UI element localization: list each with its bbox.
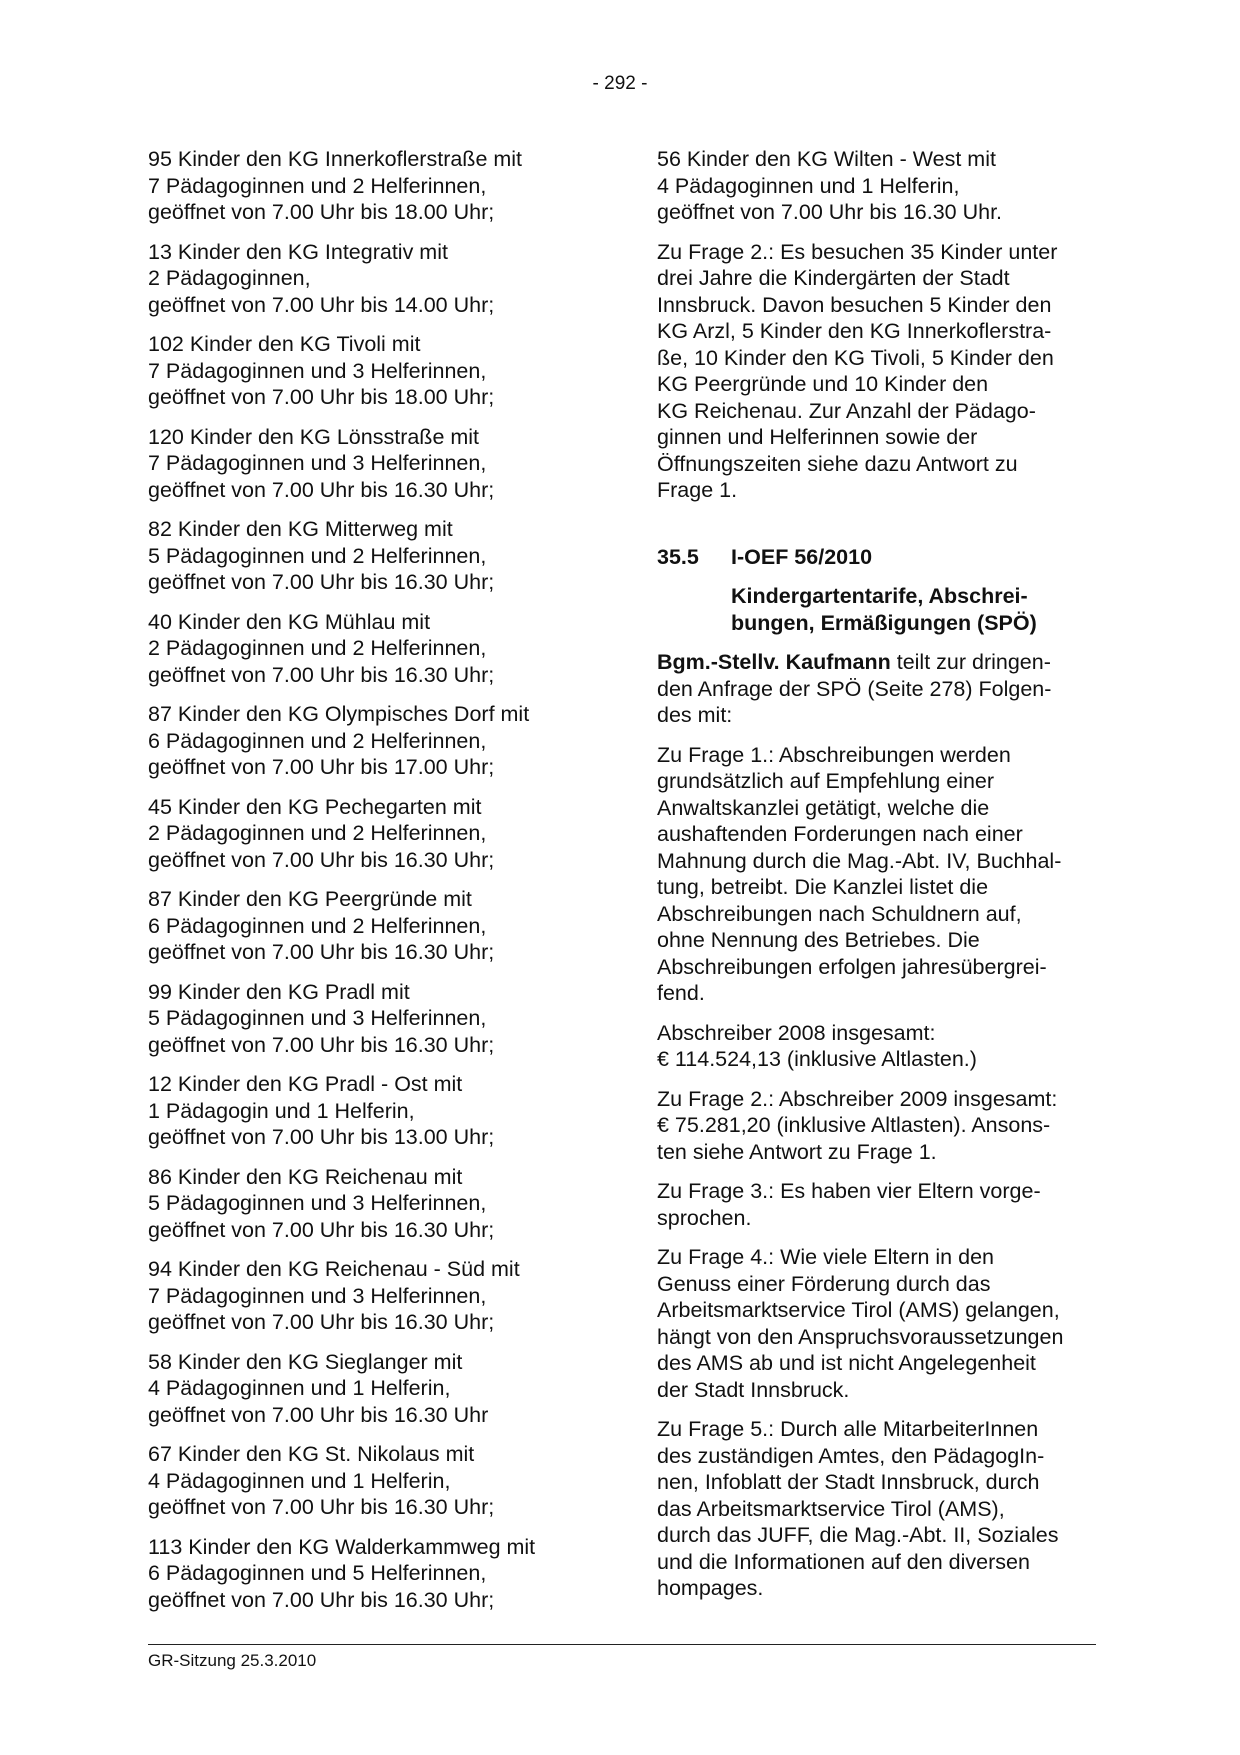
paragraph-line: Zu Frage 1.: Abschreibungen werden <box>657 742 1011 767</box>
paragraph-line: KG Reichenau. Zur Anzahl der Pädago- <box>657 398 1036 423</box>
paragraph-line: Abschreibungen nach Schuldnern auf, <box>657 901 1022 926</box>
paragraph-line: Zu Frage 3.: Es haben vier Eltern vorge- <box>657 1179 1041 1203</box>
section-heading <box>657 544 1097 637</box>
paragraph-line: nen, Infoblatt der Stadt Innsbruck, durch <box>657 1470 1040 1494</box>
entry-line: geöffnet von 7.00 Uhr bis 16.30 Uhr; <box>148 477 495 502</box>
paragraph-line: des mit: <box>657 703 733 727</box>
entry-line: geöffnet von 7.00 Uhr bis 16.30 Uhr; <box>148 1587 495 1612</box>
entry-line: geöffnet von 7.00 Uhr bis 17.00 Uhr; <box>148 755 495 779</box>
section-code: I-OEF 56/2010 <box>731 544 873 569</box>
paragraph-line: Arbeitsmarktservice Tirol (AMS) gelangen, <box>657 1298 1060 1322</box>
kindergarten-entry <box>148 1349 588 1429</box>
kindergarten-entry <box>148 979 588 1059</box>
paragraph-line: ten siehe Antwort zu Frage 1. <box>657 1139 937 1164</box>
kindergarten-entry <box>148 1534 588 1614</box>
paragraph-line: KG Arzl, 5 Kinder den KG Innerkoflerstra- <box>657 319 1052 343</box>
entry-line: 120 Kinder den KG Lönsstraße mit <box>148 424 480 449</box>
entry-line: 67 Kinder den KG St. Nikolaus mit <box>148 1442 475 1466</box>
paragraph-line: Zu Frage 2.: Abschreiber 2009 insgesamt: <box>657 1086 1058 1111</box>
paragraph-line: hompages. <box>657 1576 764 1600</box>
speaker-paragraph <box>657 649 1097 729</box>
answer-paragraph <box>657 1178 1097 1231</box>
paragraph-line: € 114.524,13 (inklusive Altlasten.) <box>657 1047 977 1071</box>
left-column <box>148 146 588 1626</box>
entry-line: 99 Kinder den KG Pradl mit <box>148 979 410 1004</box>
kindergarten-entry <box>148 516 588 596</box>
entry-line: 5 Pädagoginnen und 3 Helferinnen, <box>148 1006 487 1030</box>
paragraph-line: und die Informationen auf den diversen <box>657 1549 1030 1574</box>
entry-line: 5 Pädagoginnen und 2 Helferinnen, <box>148 543 487 568</box>
paragraph-line: Frage 1. <box>657 478 738 502</box>
section-number: 35.5 <box>657 544 699 569</box>
answer-paragraph <box>657 742 1097 1007</box>
paragraph-line: den Anfrage der SPÖ (Seite 278) Folgen- <box>657 676 1052 701</box>
entry-line: geöffnet von 7.00 Uhr bis 16.30 Uhr; <box>148 1032 495 1057</box>
entry-line: 56 Kinder den KG Wilten - West mit <box>657 147 996 171</box>
entry-line: 94 Kinder den KG Reichenau - Süd mit <box>148 1257 520 1281</box>
entry-line: 4 Pädagoginnen und 1 Helferin, <box>148 1468 451 1493</box>
entry-line: geöffnet von 7.00 Uhr bis 18.00 Uhr; <box>148 200 495 224</box>
entry-line: 2 Pädagoginnen, <box>148 266 311 290</box>
entry-line: 7 Pädagoginnen und 3 Helferinnen, <box>148 451 487 475</box>
entry-line: 40 Kinder den KG Mühlau mit <box>148 609 431 634</box>
entry-line: 113 Kinder den KG Walderkammweg mit <box>148 1534 536 1559</box>
entry-line: 6 Pädagoginnen und 2 Helferinnen, <box>148 913 487 938</box>
paragraph-line: ohne Nennung des Betriebes. Die <box>657 928 980 952</box>
paragraph-line: ginnen und Helferinnen sowie der <box>657 425 978 449</box>
paragraph-line: Abschreibungen erfolgen jahresübergrei- <box>657 954 1047 979</box>
footer-divider <box>148 1644 1096 1645</box>
speaker-name: Bgm.-Stellv. Kaufmann <box>657 650 891 674</box>
paragraph-line: teilt zur dringen- <box>890 650 1051 674</box>
kindergarten-entry <box>657 146 1097 226</box>
paragraph-line: Zu Frage 2.: Es besuchen 35 Kinder unter <box>657 239 1058 264</box>
entry-line: 7 Pädagoginnen und 3 Helferinnen, <box>148 1283 487 1308</box>
entry-line: 4 Pädagoginnen und 1 Helferin, <box>657 173 960 198</box>
kindergarten-entry <box>148 146 588 226</box>
paragraph-line: des AMS ab und ist nicht Angelegenheit <box>657 1351 1036 1375</box>
answer-paragraph <box>657 1244 1097 1403</box>
entry-line: 2 Pädagoginnen und 2 Helferinnen, <box>148 636 487 660</box>
entry-line: 95 Kinder den KG Innerkoflerstraße mit <box>148 147 523 171</box>
paragraph-line: Genuss einer Förderung durch das <box>657 1271 991 1296</box>
answer-paragraph <box>657 1020 1097 1073</box>
entry-line: geöffnet von 7.00 Uhr bis 16.30 Uhr. <box>657 200 1003 224</box>
entry-line: geöffnet von 7.00 Uhr bis 16.30 Uhr; <box>148 847 495 872</box>
entry-line: 1 Pädagogin und 1 Helferin, <box>148 1098 415 1123</box>
entry-line: geöffnet von 7.00 Uhr bis 13.00 Uhr; <box>148 1125 495 1149</box>
answer-paragraph <box>657 1416 1097 1602</box>
entry-line: 2 Pädagoginnen und 2 Helferinnen, <box>148 821 487 845</box>
paragraph-line: Anwaltskanzlei getätigt, welche die <box>657 795 990 820</box>
paragraph-line: drei Jahre die Kindergärten der Stadt <box>657 266 1010 290</box>
entry-line: geöffnet von 7.00 Uhr bis 16.30 Uhr; <box>148 1310 495 1334</box>
entry-line: geöffnet von 7.00 Uhr bis 16.30 Uhr; <box>148 570 495 594</box>
kindergarten-entry <box>148 424 588 504</box>
kindergarten-entry <box>148 1256 588 1336</box>
paragraph-line: Mahnung durch die Mag.-Abt. IV, Buchhal- <box>657 848 1062 873</box>
entry-line: geöffnet von 7.00 Uhr bis 16.30 Uhr; <box>148 1217 495 1242</box>
paragraph-line: € 75.281,20 (inklusive Altlasten). Ansons- <box>657 1113 1051 1137</box>
paragraph-line: des zuständigen Amtes, den PädagogIn- <box>657 1443 1045 1468</box>
entry-line: geöffnet von 7.00 Uhr bis 14.00 Uhr; <box>148 292 495 317</box>
kindergarten-entry <box>148 609 588 689</box>
answer-paragraph <box>657 1086 1097 1166</box>
entry-line: 82 Kinder den KG Mitterweg mit <box>148 517 453 541</box>
answer-paragraph <box>657 239 1097 504</box>
entry-line: 87 Kinder den KG Olympisches Dorf mit <box>148 702 530 726</box>
kindergarten-entry <box>148 331 588 411</box>
paragraph-line: Zu Frage 5.: Durch alle MitarbeiterInnen <box>657 1417 1039 1441</box>
entry-line: 6 Pädagoginnen und 5 Helferinnen, <box>148 1561 487 1585</box>
entry-line: geöffnet von 7.00 Uhr bis 16.30 Uhr <box>148 1402 489 1427</box>
paragraph-line: KG Peergründe und 10 Kinder den <box>657 372 989 396</box>
entry-line: 58 Kinder den KG Sieglanger mit <box>148 1349 463 1374</box>
kindergarten-entry <box>148 701 588 781</box>
footer-session-date: GR-Sitzung 25.3.2010 <box>148 1651 317 1670</box>
paragraph-line: Zu Frage 4.: Wie viele Eltern in den <box>657 1245 994 1269</box>
section-title-line: bungen, Ermäßigungen (SPÖ) <box>731 610 1037 635</box>
kindergarten-entry <box>148 1071 588 1151</box>
entry-line: 4 Pädagoginnen und 1 Helferin, <box>148 1376 451 1400</box>
entry-line: 102 Kinder den KG Tivoli mit <box>148 332 421 356</box>
entry-line: 5 Pädagoginnen und 3 Helferinnen, <box>148 1191 487 1215</box>
entry-line: 86 Kinder den KG Reichenau mit <box>148 1164 463 1189</box>
entry-line: geöffnet von 7.00 Uhr bis 16.30 Uhr; <box>148 940 495 964</box>
kindergarten-entry <box>148 1441 588 1521</box>
paragraph-line: tung, betreibt. Die Kanzlei listet die <box>657 875 989 899</box>
kindergarten-entry <box>148 794 588 874</box>
section-title <box>731 583 1097 636</box>
paragraph-line: hängt von den Anspruchsvoraussetzungen <box>657 1324 1064 1349</box>
paragraph-line: das Arbeitsmarktservice Tirol (AMS), <box>657 1496 1005 1521</box>
kindergarten-entry <box>148 239 588 319</box>
paragraph-line: sprochen. <box>657 1205 752 1230</box>
entry-line: 13 Kinder den KG Integrativ mit <box>148 239 448 264</box>
entry-line: geöffnet von 7.00 Uhr bis 16.30 Uhr; <box>148 1495 495 1519</box>
entry-line: 7 Pädagoginnen und 3 Helferinnen, <box>148 358 487 383</box>
paragraph-line: Abschreiber 2008 insgesamt: <box>657 1020 936 1045</box>
paragraph-line: durch das JUFF, die Mag.-Abt. II, Soziales <box>657 1523 1059 1547</box>
entry-line: 87 Kinder den KG Peergründe mit <box>148 887 472 911</box>
paragraph-line: grundsätzlich auf Empfehlung einer <box>657 769 995 793</box>
paragraph-line: Öffnungszeiten siehe dazu Antwort zu <box>657 451 1018 476</box>
entry-line: geöffnet von 7.00 Uhr bis 18.00 Uhr; <box>148 385 495 409</box>
right-column <box>657 146 1097 1615</box>
paragraph-line: Innsbruck. Davon besuchen 5 Kinder den <box>657 292 1052 317</box>
paragraph-line: aushaftenden Forderungen nach einer <box>657 822 1023 846</box>
paragraph-line: ße, 10 Kinder den KG Tivoli, 5 Kinder den <box>657 345 1054 370</box>
entry-line: 7 Pädagoginnen und 2 Helferinnen, <box>148 173 487 198</box>
entry-line: 6 Pädagoginnen und 2 Helferinnen, <box>148 728 487 753</box>
entry-line: geöffnet von 7.00 Uhr bis 16.30 Uhr; <box>148 662 495 687</box>
paragraph-line: fend. <box>657 981 705 1005</box>
entry-line: 45 Kinder den KG Pechegarten mit <box>148 794 482 819</box>
section-title-line: Kindergartentarife, Abschrei- <box>731 584 1028 608</box>
kindergarten-entry <box>148 886 588 966</box>
paragraph-line: der Stadt Innsbruck. <box>657 1377 850 1402</box>
kindergarten-entry <box>148 1164 588 1244</box>
page-number: - 292 - <box>592 73 648 94</box>
entry-line: 12 Kinder den KG Pradl - Ost mit <box>148 1072 463 1096</box>
